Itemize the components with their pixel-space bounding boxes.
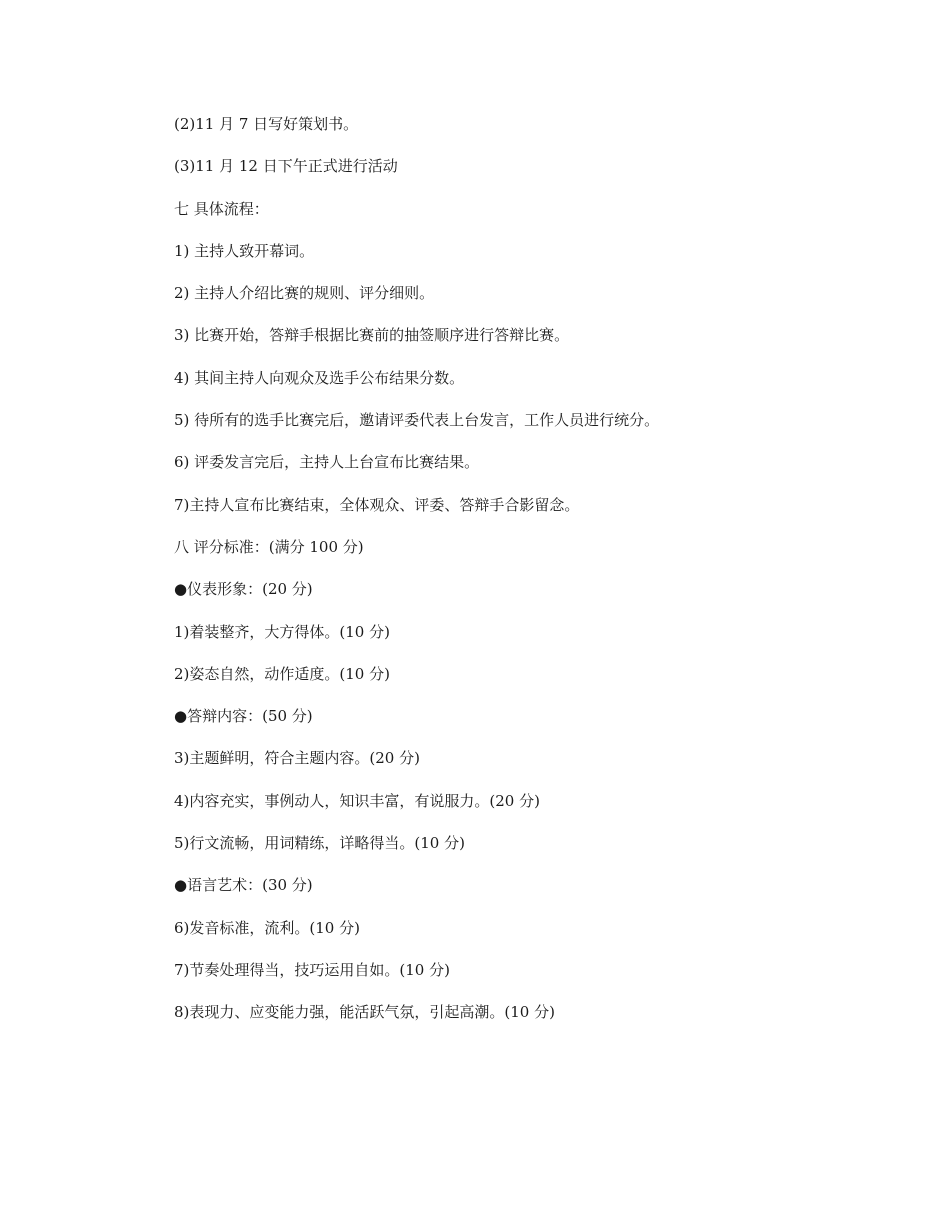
section-heading-process: 七 具体流程： <box>174 199 269 218</box>
section-heading-scoring: 八 评分标准：(满分 100 分) <box>174 537 364 556</box>
scoring-item-8: 8)表现力、应变能力强，能活跃气氛，引起高潮。(10 分) <box>174 1003 555 1022</box>
process-step-4: 4) 其间主持人向观众及选手公布结果分数。 <box>174 368 465 387</box>
process-step-5: 5) 待所有的选手比赛完后，邀请评委代表上台发言，工作人员进行统分。 <box>174 411 660 430</box>
scoring-item-2: 2)姿态自然，动作适度。(10 分) <box>174 664 390 683</box>
scoring-category-appearance: ●仪表形象：(20 分) <box>174 580 313 599</box>
process-step-2: 2) 主持人介绍比赛的规则、评分细则。 <box>174 284 435 303</box>
document-body <box>174 112 874 1043</box>
scoring-item-6: 6)发音标准，流利。(10 分) <box>174 918 360 937</box>
process-step-7: 7)主持人宣布比赛结束，全体观众、评委、答辩手合影留念。 <box>174 495 580 514</box>
scoring-item-1: 1)着装整齐，大方得体。(10 分) <box>174 622 390 641</box>
scoring-item-3: 3)主题鲜明，符合主题内容。(20 分) <box>174 749 420 768</box>
scoring-category-language: ●语言艺术：(30 分) <box>174 876 313 895</box>
scoring-category-content: ●答辩内容：(50 分) <box>174 707 313 726</box>
scoring-item-7: 7)节奏处理得当，技巧运用自如。(10 分) <box>174 960 450 979</box>
process-step-1: 1) 主持人致开幕词。 <box>174 241 315 260</box>
process-step-6: 6) 评委发言完后，主持人上台宣布比赛结果。 <box>174 453 480 472</box>
schedule-item-3: (3)11 月 12 日下午正式进行活动 <box>174 157 398 176</box>
schedule-item-2: (2)11 月 7 日写好策划书。 <box>174 115 359 133</box>
scoring-item-4: 4)内容充实，事例动人，知识丰富，有说服力。(20 分) <box>174 791 540 810</box>
process-step-3: 3) 比赛开始，答辩手根据比赛前的抽签顺序进行答辩比赛。 <box>174 326 570 345</box>
scoring-item-5: 5)行文流畅，用词精练，详略得当。(10 分) <box>174 834 465 853</box>
